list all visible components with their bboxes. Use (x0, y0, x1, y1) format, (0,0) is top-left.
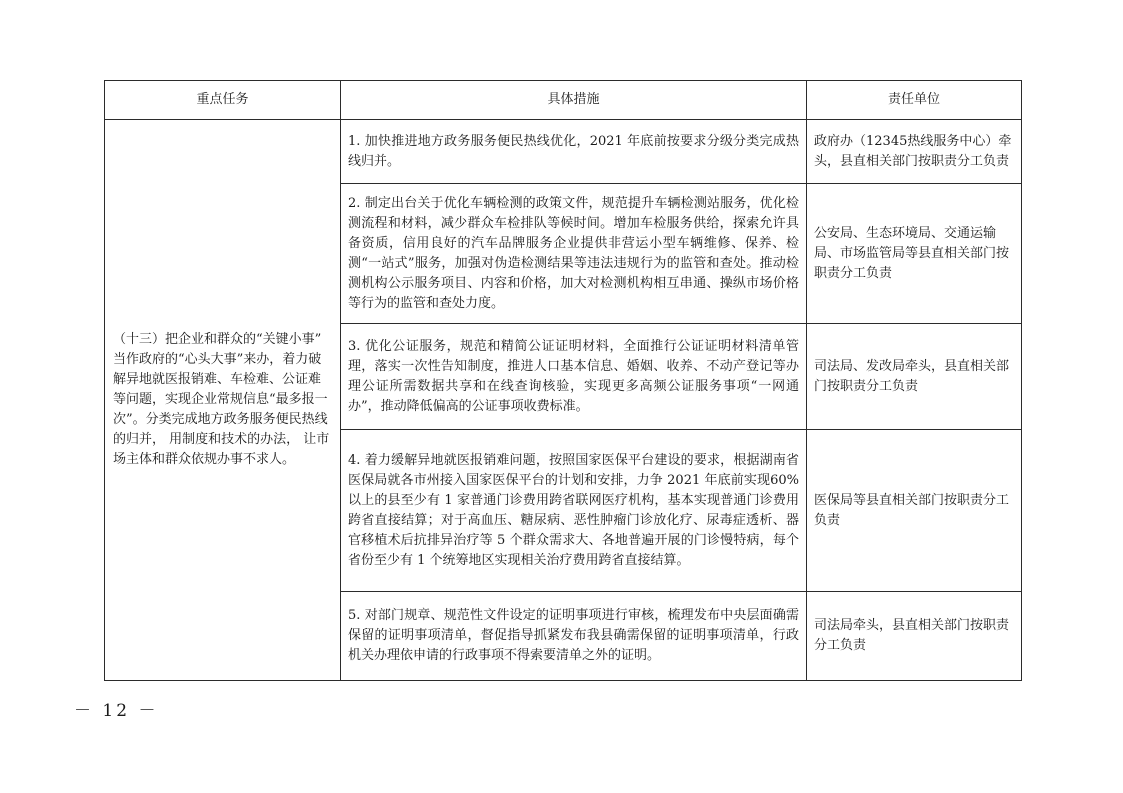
measure-cell: 5. 对部门规章、规范性文件设定的证明事项进行审核，梳理发布中央层面确需保留的证明事项清单，督促指导抓紧发布我县确需保留的证明事项清单，行政机关办理依申请的行政事项不得索要清单之外的证明。 (341, 592, 807, 681)
responsible-unit-cell: 政府办（12345热线服务中心）牵头，县直相关部门按职责分工负责 (807, 120, 1022, 184)
table-row (105, 120, 1022, 184)
measure-cell: 4. 着力缓解异地就医报销难问题，按照国家医保平台建设的要求，根据湖南省医保局就各市州接入国家医保平台的计划和安排，力争 2021 年底前实现60%以上的县至少有 1 家普通门诊费用跨省联网医疗机构，基本实现普通门诊费用跨省直接结算；对于高血压、糖尿病、恶性肿瘤门诊放化疗、尿毒症透析、器官移植术后抗排异治疗等 5 个群众需求大、各地普遍开展的门诊慢特病，每个省份至少有 1 个统筹地区实现相关治疗费用跨省直接结算。 (341, 430, 807, 592)
measure-cell: 3. 优化公证服务，规范和精简公证证明材料，全面推行公证证明材料清单管理，落实一次性告知制度，推进人口基本信息、婚姻、收养、不动产登记等办理公证所需数据共享和在线查询核验，实现更多高频公证服务事项“一网通办”，推动降低偏高的公证事项收费标准。 (341, 324, 807, 430)
header-measures: 具体措施 (341, 81, 807, 120)
measure-cell: 1. 加快推进地方政务服务便民热线优化，2021 年底前按要求分级分类完成热线归并。 (341, 120, 807, 184)
page-number: － 12 － (74, 701, 159, 721)
header-key-task: 重点任务 (105, 81, 341, 120)
responsible-unit-cell: 司法局、发改局牵头，县直相关部门按职责分工负责 (807, 324, 1022, 430)
responsible-unit-cell: 医保局等县直相关部门按职责分工负责 (807, 430, 1022, 592)
table-header-row (105, 81, 1022, 120)
responsible-unit-cell: 司法局牵头，县直相关部门按职责分工负责 (807, 592, 1022, 681)
measure-cell: 2. 制定出台关于优化车辆检测的政策文件，规范提升车辆检测站服务，优化检测流程和材料，减少群众车检排队等候时间。增加车检服务供给，探索允许具备资质，信用良好的汽车品牌服务企业提供非营运小型车辆维修、保养、检测“一站式”服务，加强对伪造检测结果等违法违规行为的监管和查处。推动检测机构公示服务项目、内容和价格，加大对检测机构相互串通、操纵市场价格等行为的监管和查处力度。 (341, 184, 807, 324)
key-task-cell: （十三）把企业和群众的“关键小事” 当作政府的“心头大事”来办，着力破解异地就医报销难、车检难、公证难等问题，实现企业常规信息“最多报一次”。分类完成地方政务服务便民热线的归并， 用制度和技术的办法， 让市场主体和群众依规办事不求人。 (105, 120, 341, 681)
header-responsible-unit: 责任单位 (807, 81, 1022, 120)
task-table (104, 80, 1022, 681)
responsible-unit-cell: 公安局、生态环境局、交通运输局、市场监管局等县直相关部门按职责分工负责 (807, 184, 1022, 324)
